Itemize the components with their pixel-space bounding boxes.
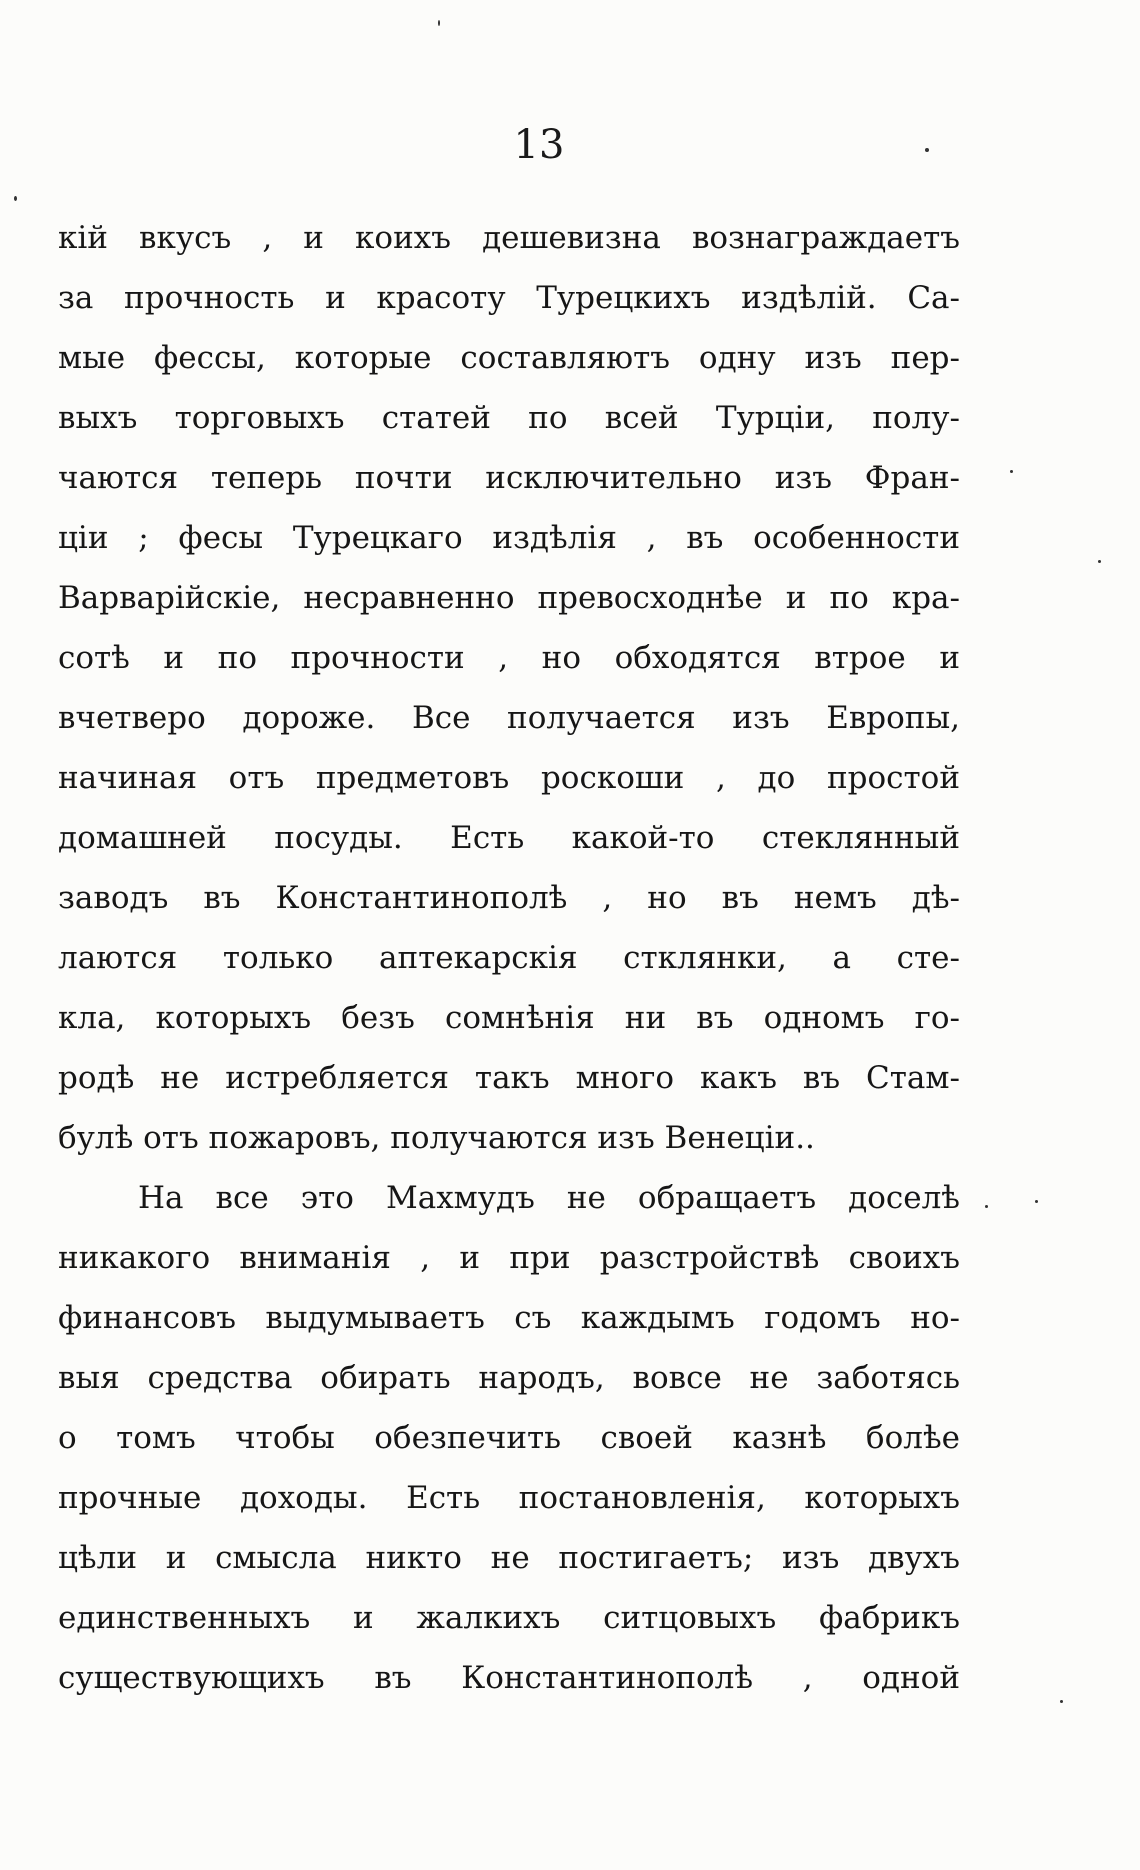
text-line: чаются теперь почти исключительно изъ Фран- bbox=[58, 460, 960, 496]
text-line: о томъ чтобы обезпечить своей казнѣ болѣе bbox=[58, 1420, 960, 1456]
text-line: существующихъ въ Константинополѣ , одной bbox=[58, 1660, 960, 1696]
scan-speck bbox=[1098, 560, 1101, 563]
text-line: Варварійскіе, несравненно превосходнѣе и по кра- bbox=[58, 580, 960, 616]
text-line: выхъ торговыхъ статей по всей Турціи, полу- bbox=[58, 400, 960, 436]
text-line: за прочность и красоту Турецкихъ издѣлій. Са- bbox=[58, 280, 960, 316]
text-line: финансовъ выдумываетъ съ каждымъ годомъ но- bbox=[58, 1300, 960, 1336]
text-line: кій вкусъ , и коихъ дешевизна вознаграждаетъ bbox=[58, 220, 960, 256]
text-line: мые фессы, которые составляютъ одну изъ пер- bbox=[58, 340, 960, 376]
scan-speck bbox=[925, 148, 929, 152]
text-line: цѣли и смысла никто не постигаетъ; изъ двухъ bbox=[58, 1540, 960, 1576]
text-line: никакого вниманія , и при разстройствѣ своихъ bbox=[58, 1240, 960, 1276]
scan-speck bbox=[438, 20, 440, 26]
text-line: выя средства обирать народъ, вовсе не заботясь bbox=[58, 1360, 960, 1396]
scan-speck bbox=[1035, 1200, 1038, 1203]
text-line: родѣ не истребляется такъ много какъ въ Стам- bbox=[58, 1060, 960, 1096]
text-line: На все это Махмудъ не обращаетъ доселѣ bbox=[138, 1180, 960, 1216]
text-line: прочные доходы. Есть постановленія, которыхъ bbox=[58, 1480, 960, 1516]
body-text bbox=[58, 208, 960, 1708]
scan-speck bbox=[985, 1205, 988, 1208]
text-line: вчетверо дороже. Все получается изъ Европы, bbox=[58, 700, 960, 736]
text-line: начиная отъ предметовъ роскоши , до простой bbox=[58, 760, 960, 796]
text-line: ціи ; фесы Турецкаго издѣлія , въ особенности bbox=[58, 520, 960, 556]
text-line: заводъ въ Константинополѣ , но въ немъ дѣ- bbox=[58, 880, 960, 916]
text-line: лаются только аптекарскія стклянки, а сте- bbox=[58, 940, 960, 976]
text-line: сотѣ и по прочности , но обходятся втрое и bbox=[58, 640, 960, 676]
text-line: булѣ отъ пожаровъ, получаются изъ Венеціи.. bbox=[58, 1120, 815, 1156]
scan-speck bbox=[1010, 470, 1013, 473]
scan-speck bbox=[14, 196, 17, 201]
text-line: единственныхъ и жалкихъ ситцовыхъ фабрикъ bbox=[58, 1600, 960, 1636]
scan-speck bbox=[1060, 1700, 1063, 1703]
page-number: 13 bbox=[513, 122, 565, 168]
text-line: домашней посуды. Есть какой-то стеклянный bbox=[58, 820, 960, 856]
text-line: кла, которыхъ безъ сомнѣнія ни въ одномъ го- bbox=[58, 1000, 960, 1036]
